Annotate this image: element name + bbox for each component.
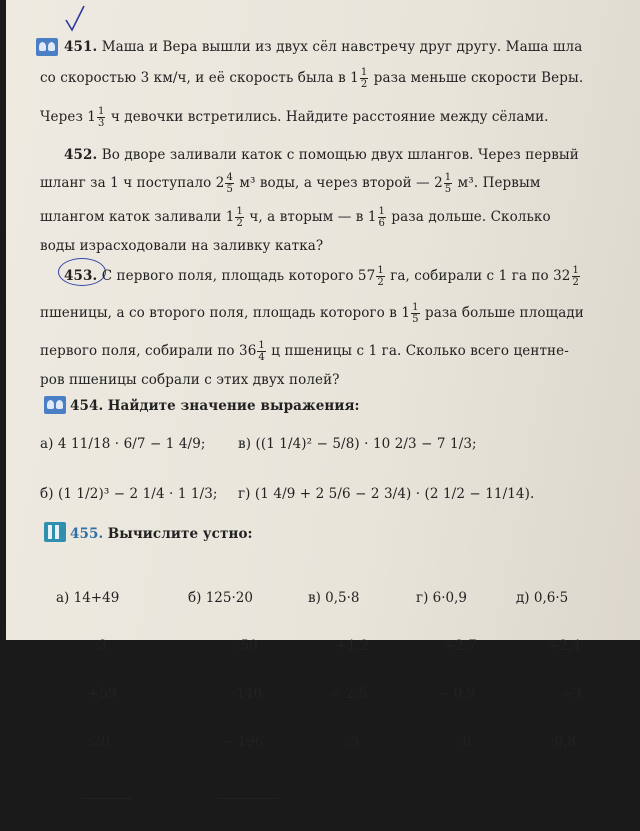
fraction: $\frac{1}{2}$ [572,265,579,288]
fraction: $\frac{1}{2}$ [377,265,384,288]
problem-451-line1: 451. Маша и Вера вышли из двух сёл навстречу друг другу. Маша шла [64,39,583,55]
column-b: б) 125·20 :50 ·140 − 196 [188,558,278,831]
checkmark-icon [64,4,86,34]
problem-number: 452. [64,147,98,163]
problem-451-line3: Через 1 $\frac{1}{3}$ ч девочки встретились. Найдите расстояние между сёлами. [40,106,549,129]
textbook-page [6,0,640,750]
fraction: $\frac{1}{6}$ [378,206,386,229]
fraction: $\frac{4}{5}$ [226,172,233,195]
fraction: $\frac{1}{2}$ [360,67,368,90]
problem-452-line4: воды израсходовали на заливку катка? [40,238,324,254]
problem-number: 453. [64,268,98,284]
pair-work-icon [36,38,58,56]
problem-452-line3: шлангом каток заливали 1 $\frac{1}{2}$ ч, а вторым — в 1 $\frac{1}{6}$ раза дольше. Сколько [40,206,551,229]
expr-v: в) ((1 1/4)² − 5/8) · 10 2/3 − 7 1/3; [238,436,477,452]
column-d: д) 0,6·5 +2,4 −3 :0,8 [516,590,582,750]
fraction: $\frac{1}{5}$ [412,302,419,325]
problem-453-line2: пшеницы, а со второго поля, площадь которого в 1 $\frac{1}{5}$ раза больше площади [40,302,584,325]
problem-453-line3: первого поля, собирали по 36 $\frac{1}{4}$ ц пшеницы с 1 га. Сколько всего центне- [40,340,569,363]
problem-number: 455. [70,526,104,542]
column-a: а) 14+49 :3 +59 :20 [56,558,132,831]
problem-452-line2: шланг за 1 ч поступало 2 $\frac{4}{5}$ м³ воды, а через второй — 2 $\frac{1}{5}$ м³. Первым [40,172,541,195]
problem-453-line1: 453. С первого поля, площадь которого 57 $\frac{1}{2}$ га, собирали с 1 га по 32 $\frac{1}{2}$ [64,265,579,288]
problem-453-line4: ров пшеницы собрали с этих двух полей? [40,372,340,388]
fraction: $\frac{1}{5}$ [444,172,452,195]
fraction: $\frac{1}{2}$ [236,206,243,229]
fraction: $\frac{1}{3}$ [98,106,105,129]
problem-452-line1: 452. Во дворе заливали каток с помощью двух шлангов. Через первый [64,147,579,163]
problem-number: 451. [64,39,98,55]
column-v: в) 0,5·8 +1,2 − 2,5 :3 [308,590,369,750]
expr-a: а) 4 11/18 · 6/7 − 1 4/9; [40,436,206,452]
expr-g: г) (1 4/9 + 2 5/6 − 2 3/4) · (2 1/2 − 11/14). [238,486,535,502]
problem-number: 454. [70,398,104,414]
expr-b: б) (1 1/2)³ − 2 1/4 · 1 1/3; [40,486,218,502]
problem-451-line2: со скоростью 3 км/ч, и её скорость была в 1 $\frac{1}{2}$ раза меньше скорости Веры. [40,67,584,90]
fraction: $\frac{1}{4}$ [258,340,265,363]
pair-work-icon [44,396,66,414]
problem-455-title: 455. Вычислите устно: [70,526,253,542]
column-g: г) 6·0,9 +2,7 − 0,9 :8 [416,590,477,750]
oral-exercise-icon [44,522,66,542]
problem-454-title: 454. Найдите значение выражения: [70,398,360,414]
